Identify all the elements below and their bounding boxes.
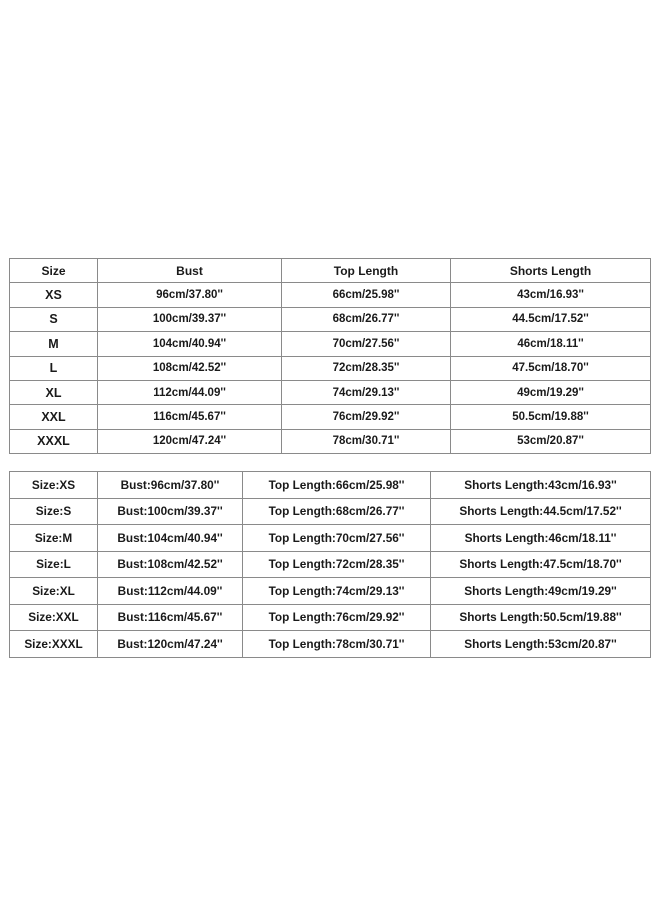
bust-cell: Bust:96cm/37.80'' bbox=[98, 472, 243, 499]
shorts-length-cell: 53cm/20.87'' bbox=[451, 429, 651, 453]
top-length-cell: Top Length:66cm/25.98'' bbox=[243, 472, 431, 499]
header-top-length: Top Length bbox=[282, 259, 451, 283]
size-cell: Size:S bbox=[10, 498, 98, 525]
size-cell: XL bbox=[10, 380, 98, 404]
table-header-row bbox=[10, 259, 651, 283]
table-row bbox=[10, 332, 651, 356]
shorts-length-cell: Shorts Length:47.5cm/18.70'' bbox=[431, 551, 651, 578]
top-length-cell: 68cm/26.77'' bbox=[282, 307, 451, 331]
top-length-cell: 74cm/29.13'' bbox=[282, 380, 451, 404]
top-length-cell: 66cm/25.98'' bbox=[282, 283, 451, 307]
table-row bbox=[10, 380, 651, 404]
size-cell: XS bbox=[10, 283, 98, 307]
size-cell: M bbox=[10, 332, 98, 356]
bust-cell: 112cm/44.09'' bbox=[98, 380, 282, 404]
table-row bbox=[10, 307, 651, 331]
bust-cell: 120cm/47.24'' bbox=[98, 429, 282, 453]
shorts-length-cell: 47.5cm/18.70'' bbox=[451, 356, 651, 380]
table-row bbox=[10, 551, 651, 578]
shorts-length-cell: 46cm/18.11'' bbox=[451, 332, 651, 356]
shorts-length-cell: Shorts Length:53cm/20.87'' bbox=[431, 631, 651, 658]
table-row bbox=[10, 525, 651, 552]
bust-cell: Bust:100cm/39.37'' bbox=[98, 498, 243, 525]
bust-cell: Bust:104cm/40.94'' bbox=[98, 525, 243, 552]
shorts-length-cell: 50.5cm/19.88'' bbox=[451, 405, 651, 429]
shorts-length-cell: 44.5cm/17.52'' bbox=[451, 307, 651, 331]
shorts-length-cell: 49cm/19.29'' bbox=[451, 380, 651, 404]
top-length-cell: Top Length:76cm/29.92'' bbox=[243, 604, 431, 631]
bust-cell: 104cm/40.94'' bbox=[98, 332, 282, 356]
size-cell: Size:XXL bbox=[10, 604, 98, 631]
shorts-length-cell: Shorts Length:49cm/19.29'' bbox=[431, 578, 651, 605]
top-length-cell: Top Length:72cm/28.35'' bbox=[243, 551, 431, 578]
table-row bbox=[10, 631, 651, 658]
bust-cell: Bust:112cm/44.09'' bbox=[98, 578, 243, 605]
top-length-cell: Top Length:78cm/30.71'' bbox=[243, 631, 431, 658]
bust-cell: 100cm/39.37'' bbox=[98, 307, 282, 331]
bust-cell: 96cm/37.80'' bbox=[98, 283, 282, 307]
size-cell: Size:XS bbox=[10, 472, 98, 499]
bust-cell: Bust:116cm/45.67'' bbox=[98, 604, 243, 631]
top-length-cell: 78cm/30.71'' bbox=[282, 429, 451, 453]
size-chart-table-labeled bbox=[9, 471, 651, 658]
size-cell: L bbox=[10, 356, 98, 380]
size-cell: XXL bbox=[10, 405, 98, 429]
bust-cell: Bust:120cm/47.24'' bbox=[98, 631, 243, 658]
table-row bbox=[10, 283, 651, 307]
table-row bbox=[10, 429, 651, 453]
shorts-length-cell: 43cm/16.93'' bbox=[451, 283, 651, 307]
top-length-cell: Top Length:68cm/26.77'' bbox=[243, 498, 431, 525]
header-shorts-length: Shorts Length bbox=[451, 259, 651, 283]
size-cell: Size:XXXL bbox=[10, 631, 98, 658]
table-row bbox=[10, 578, 651, 605]
size-chart-table-basic bbox=[9, 258, 651, 454]
size-cell: Size:XL bbox=[10, 578, 98, 605]
bust-cell: Bust:108cm/42.52'' bbox=[98, 551, 243, 578]
size-cell: Size:L bbox=[10, 551, 98, 578]
shorts-length-cell: Shorts Length:44.5cm/17.52'' bbox=[431, 498, 651, 525]
top-length-cell: 72cm/28.35'' bbox=[282, 356, 451, 380]
top-length-cell: 76cm/29.92'' bbox=[282, 405, 451, 429]
size-cell: XXXL bbox=[10, 429, 98, 453]
table-row bbox=[10, 498, 651, 525]
shorts-length-cell: Shorts Length:50.5cm/19.88'' bbox=[431, 604, 651, 631]
size-cell: S bbox=[10, 307, 98, 331]
table-row bbox=[10, 405, 651, 429]
header-size: Size bbox=[10, 259, 98, 283]
table-row bbox=[10, 472, 651, 499]
table-row bbox=[10, 356, 651, 380]
size-cell: Size:M bbox=[10, 525, 98, 552]
top-length-cell: 70cm/27.56'' bbox=[282, 332, 451, 356]
shorts-length-cell: Shorts Length:46cm/18.11'' bbox=[431, 525, 651, 552]
bust-cell: 108cm/42.52'' bbox=[98, 356, 282, 380]
bust-cell: 116cm/45.67'' bbox=[98, 405, 282, 429]
top-length-cell: Top Length:74cm/29.13'' bbox=[243, 578, 431, 605]
top-length-cell: Top Length:70cm/27.56'' bbox=[243, 525, 431, 552]
shorts-length-cell: Shorts Length:43cm/16.93'' bbox=[431, 472, 651, 499]
table-row bbox=[10, 604, 651, 631]
header-bust: Bust bbox=[98, 259, 282, 283]
